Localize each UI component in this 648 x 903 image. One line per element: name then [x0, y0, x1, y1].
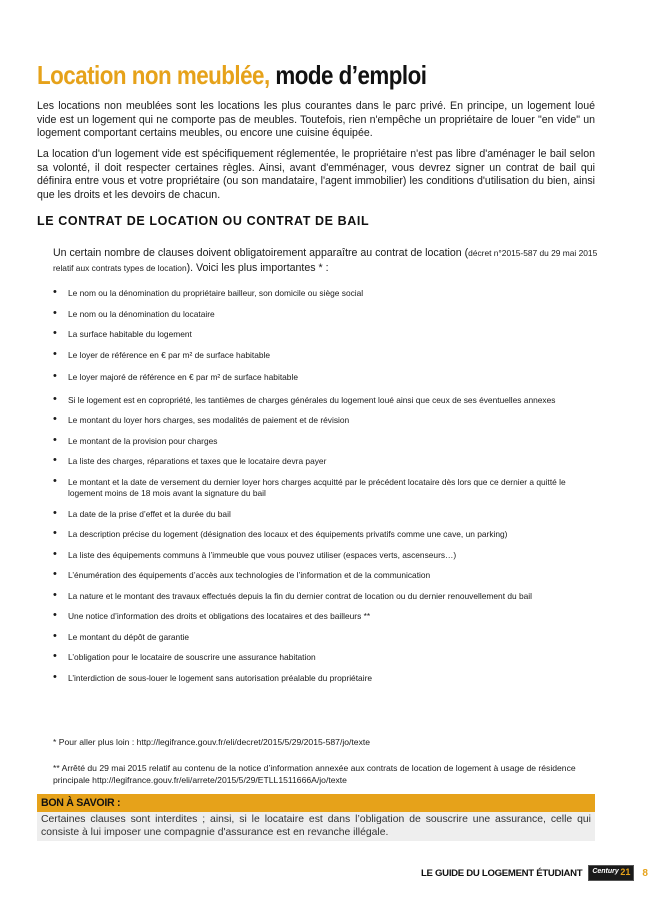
guide-title: LE GUIDE DU LOGEMENT ÉTUDIANT [421, 867, 583, 879]
clause-item: • L’obligation pour le locataire de souscrire une assurance habitation [53, 652, 598, 664]
clause-item: • La nature et le montant des travaux effectués depuis la fin du dernier contrat de location ou du dernier renouvellement du bail [53, 591, 598, 603]
clauses-intro-end: ). Voici les plus importantes * : [186, 262, 329, 274]
footnote-2: ** Arrêté du 29 mai 2015 relatif au contenu de la notice d’information annexée aux contrats de location de logement à usage de résidence principale http://legifrance.gouv.fr/eli/arrete/2015/5/29/ETLL1511666A/jo/texte [53, 763, 576, 785]
clause-item: • Le loyer de référence en € par m² de surface habitable [53, 350, 598, 362]
bon-a-savoir-box [37, 794, 595, 840]
clause-item: • La surface habitable du logement [53, 329, 598, 341]
clause-item: • La date de la prise d’effet et la durée du bail [53, 509, 598, 521]
page-footer [421, 862, 648, 884]
clause-item: • Le nom ou la dénomination du propriétaire bailleur, son domicile ou siège social [53, 288, 598, 300]
clauses-intro [53, 246, 598, 276]
clauses-intro-text: Un certain nombre de clauses doivent obligatoirement apparaître au contrat de location ( [53, 247, 469, 259]
page-number: 8 [642, 867, 648, 879]
clause-item: • Le montant du loyer hors charges, ses modalités de paiement et de révision [53, 415, 598, 427]
clause-item: • Si le logement est en copropriété, les tantièmes de charges générales du logement loué ainsi que ceux de ses éventuelles annexes [53, 395, 598, 407]
clauses-list [53, 288, 598, 684]
clause-item: • Le montant de la provision pour charges [53, 436, 598, 448]
clause-item: • Le montant et la date de versement du dernier loyer hors charges acquitté par le précédent locataire dès lors que ce dernier a quitté le logement moins de 18 mois avant la signature du bail [53, 477, 598, 500]
century21-logo [588, 865, 634, 881]
page-title-main: mode d’emploi [269, 60, 427, 90]
logo-text: Century [592, 868, 619, 875]
page-title-accent: Location non meublée, [37, 60, 270, 90]
section-heading: LE CONTRAT DE LOCATION OU CONTRAT DE BAIL [37, 214, 370, 228]
clause-item: • Une notice d’information des droits et obligations des locataires et des bailleurs ** [53, 611, 598, 623]
clause-item: • La description précise du logement (désignation des locaux et des équipements privatifs comme une cave, un parking) [53, 529, 598, 541]
clause-item: • Le montant du dépôt de garantie [53, 632, 598, 644]
regulation-paragraph: La location d'un logement vide est spécifiquement réglementée, le propriétaire n'est pas libre d'aménager le bail selon sa volonté, il doit respecter certaines règles. Ainsi, avant d'emménager, vous devrez signer un contrat de bail qui définira entre vous et votre propriétaire (ou son mandataire, l'agent immobilier) les conditions d'utilisation du bien, ainsi que les droits et les devoirs de chacun. [37, 148, 595, 201]
clause-item: • L’interdiction de sous-louer le logement sans autorisation préalable du propriétaire [53, 673, 598, 685]
clause-item: • L’énumération des équipements d’accès aux technologies de l’information et de la communication [53, 570, 598, 582]
page-title [37, 60, 426, 90]
intro-paragraph: Les locations non meublées sont les locations les plus courantes dans le parc privé. En principe, un logement loué vide est un logement qui ne comporte pas de meubles. Toutefois, rien n'empêche un propriétaire de louer "en vide" un logement comportant certains meubles, ou encore une cuisine équipée. [37, 100, 595, 140]
logo-number: 21 [620, 867, 631, 877]
clause-item: • La liste des équipements communs à l’immeuble que vous pouvez utiliser (espaces verts, ascenseurs…) [53, 550, 598, 562]
footnote-1: * Pour aller plus loin : http://legifrance.gouv.fr/eli/decret/2015/5/29/2015-587/jo/texte [53, 737, 371, 747]
bon-a-savoir-text: Certaines clauses sont interdites ; ainsi, si le locataire est dans l’obligation de souscrire une assurance, celle qui consiste à lui imposer une compagnie d'assurance est en revanche illégale. [37, 812, 595, 841]
bon-a-savoir-heading: BON À SAVOIR : [37, 794, 595, 812]
decree-reference: décret n°2015-587 du 29 mai 2015 relatif aux contrats types de location [53, 248, 598, 273]
clause-item: • Le loyer majoré de référence en € par m² de surface habitable [53, 372, 598, 384]
clause-item: • La liste des charges, réparations et taxes que le locataire devra payer [53, 456, 598, 468]
clause-item: • Le nom ou la dénomination du locataire [53, 309, 598, 321]
